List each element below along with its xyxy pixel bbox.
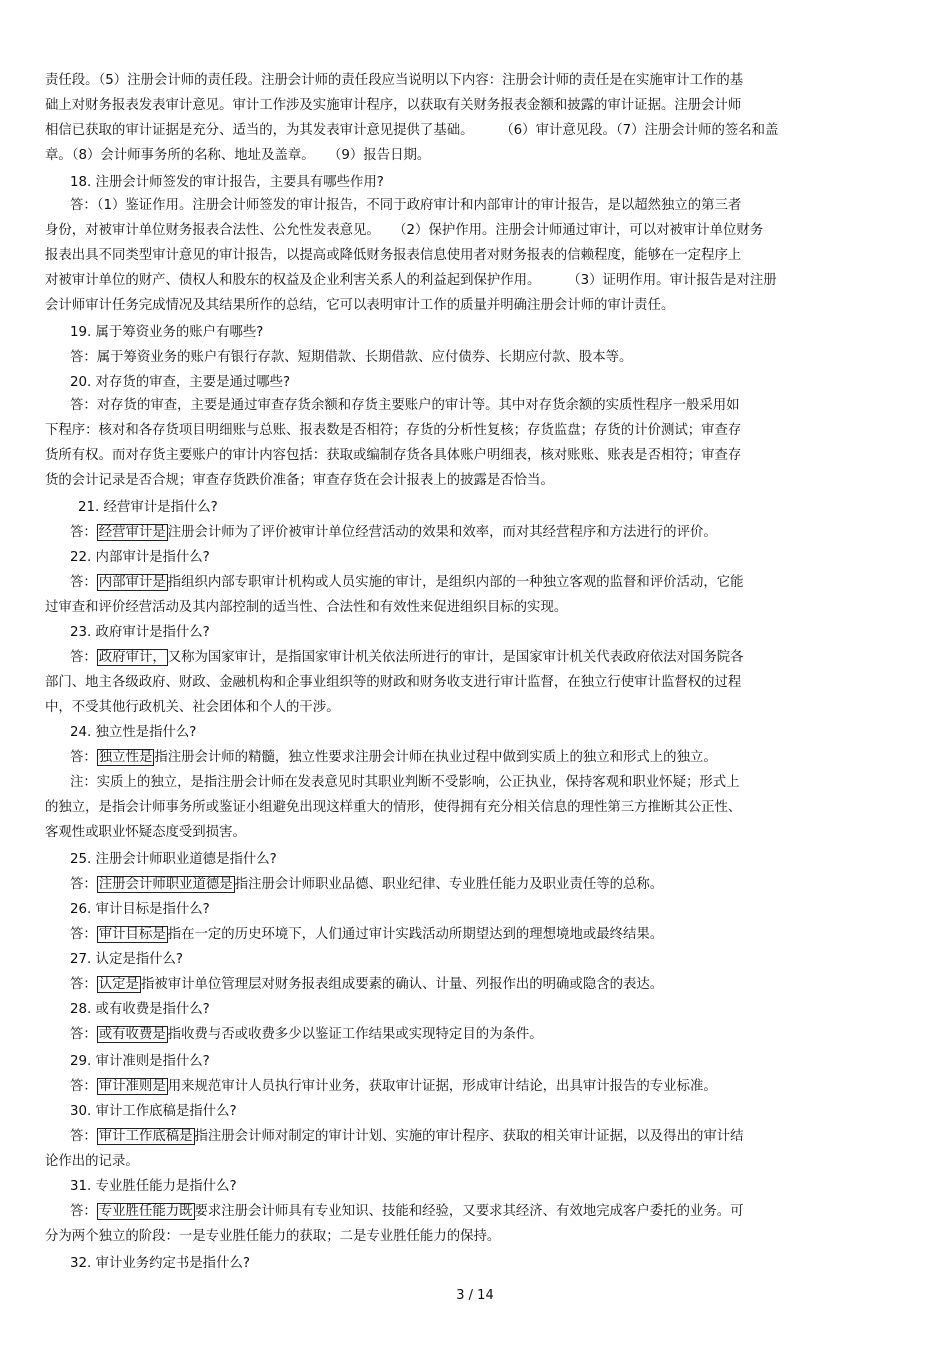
text-line: 中，不受其他行政机关、社会团体和个人的干涉。 bbox=[45, 700, 340, 715]
answer-line bbox=[70, 876, 663, 894]
answer-line bbox=[70, 649, 744, 667]
boxed-term: 审计准则是 bbox=[98, 1079, 166, 1094]
text-line: 客观性或职业怀疑态度受到损害。 bbox=[45, 825, 246, 840]
answer-prefix: 答： bbox=[70, 877, 97, 892]
text-line: 会计师审计任务完成情况及其结果所作的总结，它可以表明审计工作的质量并明确注册会计师的审计责任。 bbox=[45, 298, 675, 313]
text-line: 部门、地主各级政府、财政、金融机构和企事业组织等的财政和财务收支进行审计监督，在独立行使审计监督权的过程 bbox=[45, 675, 742, 690]
text-line: 对被审计单位的财产、债权人和股东的权益及企业利害关系人的利益起到保护作用。 （3）证明作用。审计报告是对注册 bbox=[45, 273, 777, 288]
text-line: 答：属于筹资业务的账户有银行存款、短期借款、长期借款、应付债券、长期应付款、股本等。 bbox=[70, 350, 633, 365]
text-line: 答：对存货的审查，主要是通过审查存货余额和存货主要账户的审计等。其中对存货余额的实质性程序一般采用如 bbox=[70, 398, 740, 413]
text-line: 18. 注册会计师签发的审计报告，主要具有哪些作用? bbox=[70, 175, 384, 190]
answer-text: 注册会计师为了评价被审计单位经营活动的效果和效率，而对其经营程序和方法进行的评价。 bbox=[167, 525, 717, 540]
answer-text: 指被审计单位管理层对财务报表组成要素的确认、计量、列报作出的明确或隐含的表达。 bbox=[140, 977, 664, 992]
answer-line bbox=[70, 1203, 744, 1221]
text-line: 的独立，是指会计师事务所或鉴证小组避免出现这样重大的情形，使得拥有充分相关信息的理性第三方推断其公正性、 bbox=[45, 800, 742, 815]
answer-prefix: 答： bbox=[70, 575, 97, 590]
text-line: 货的会计记录是否合规；审查存货跌价准备；审查存货在会计报表上的披露是否恰当。 bbox=[45, 473, 554, 488]
text-line: 章。（8）会计师事务所的名称、地址及盖章。 （9）报告日期。 bbox=[45, 148, 431, 163]
answer-prefix: 答： bbox=[70, 750, 97, 765]
answer-prefix: 答： bbox=[70, 1129, 97, 1144]
answer-text: 用来规范审计人员执行审计业务，获取审计证据，形成审计结论，出具审计报告的专业标准。 bbox=[167, 1079, 717, 1094]
answer-text: 指注册会计师职业品德、职业纪律、专业胜任能力及职业责任等的总称。 bbox=[234, 877, 664, 892]
answer-line bbox=[70, 926, 663, 944]
boxed-term: 经营审计是 bbox=[98, 525, 166, 540]
answer-text: 要求注册会计师具有专业知识、技能和经验，又要求其经济、有效地完成客户委托的业务。可 bbox=[194, 1204, 744, 1219]
answer-text: 指收费与否或收费多少以鉴证工作结果或实现特定目的为条件。 bbox=[167, 1027, 543, 1042]
answer-line bbox=[70, 574, 744, 592]
boxed-term: 专业胜任能力既 bbox=[98, 1204, 193, 1219]
answer-text: 指注册会计师的精髓，独立性要求注册会计师在执业过程中做到实质上的独立和形式上的独立。 bbox=[154, 750, 717, 765]
boxed-term: 审计目标是 bbox=[98, 927, 166, 942]
boxed-term: 审计工作底稿是 bbox=[98, 1129, 193, 1144]
text-line: 31. 专业胜任能力是指什么? bbox=[70, 1179, 237, 1194]
answer-prefix: 答： bbox=[70, 525, 97, 540]
text-line: 报表出具不同类型审计意见的审计报告，以提高或降低财务报表信息使用者对财务报表的信赖程度，能够在一定程序上 bbox=[45, 248, 742, 263]
boxed-term: 内部审计是 bbox=[98, 575, 166, 590]
text-line: 下程序：核对和各存货项目明细账与总账、报表数是否相符；存货的分析性复核；存货监盘；存货的计价测试；审查存 bbox=[45, 423, 742, 438]
answer-line bbox=[70, 1128, 744, 1146]
answer-line bbox=[70, 524, 717, 542]
text-line: 20. 对存货的审查，主要是通过哪些? bbox=[70, 375, 291, 390]
boxed-term: 政府审计， bbox=[98, 650, 166, 665]
boxed-term: 或有收费是 bbox=[98, 1027, 166, 1042]
text-line: 过审查和评价经营活动及其内部控制的适当性、合法性和有效性来促进组织目标的实现。 bbox=[45, 600, 568, 615]
answer-line bbox=[70, 1026, 543, 1044]
page-number: 3 / 14 bbox=[456, 1288, 494, 1303]
text-line: 22. 内部审计是指什么? bbox=[70, 550, 210, 565]
answer-prefix: 答： bbox=[70, 1079, 97, 1094]
text-line: 26. 审计目标是指什么? bbox=[70, 902, 210, 917]
answer-text: 指组织内部专职审计机构或人员实施的审计，是组织内部的一种独立客观的监督和评价活动，它能 bbox=[167, 575, 744, 590]
text-line: 27. 认定是指什么? bbox=[70, 952, 184, 967]
text-line: 注：实质上的独立，是指注册会计师在发表意见时其职业判断不受影响，公正执业，保持客观和职业怀疑；形式上 bbox=[70, 775, 740, 790]
boxed-term: 注册会计师职业道德是 bbox=[98, 877, 233, 892]
text-line: 础上对财务报表发表审计意见。审计工作涉及实施审计程序，以获取有关财务报表金额和披露的审计证据。注册会计师 bbox=[45, 98, 742, 113]
answer-prefix: 答： bbox=[70, 1204, 97, 1219]
text-line: 28. 或有收费是指什么? bbox=[70, 1002, 210, 1017]
answer-prefix: 答： bbox=[70, 1027, 97, 1042]
boxed-term: 独立性是 bbox=[98, 750, 153, 765]
text-line: 29. 审计准则是指什么? bbox=[70, 1054, 210, 1069]
answer-prefix: 答： bbox=[70, 977, 97, 992]
text-line: 21. 经营审计是指什么? bbox=[78, 500, 218, 515]
answer-text: 又称为国家审计，是指国家审计机关依法所进行的审计，是国家审计机关代表政府依法对国务院各 bbox=[167, 650, 744, 665]
answer-text: 指在一定的历史环境下，人们通过审计实践活动所期望达到的理想境地或最终结果。 bbox=[167, 927, 664, 942]
text-line: 货所有权。而对存货主要账户的审计内容包括：获取或编制存货各具体账户明细表，核对账账、账表是否相符；审查存 bbox=[45, 448, 742, 463]
answer-prefix: 答： bbox=[70, 650, 97, 665]
answer-line bbox=[70, 749, 717, 767]
text-line: 25. 注册会计师职业道德是指什么? bbox=[70, 852, 277, 867]
text-line: 身份，对被审计单位财务报表合法性、公允性发表意见。 （2）保护作用。注册会计师通过审计，可以对被审计单位财务 bbox=[45, 223, 764, 238]
text-line: 分为两个独立的阶段：一是专业胜任能力的获取；二是专业胜任能力的保持。 bbox=[45, 1229, 501, 1244]
boxed-term: 认定是 bbox=[98, 977, 139, 992]
text-line: 答：（1）鉴证作用。注册会计师签发的审计报告，不同于政府审计和内部审计的审计报告，是以超然独立的第三者 bbox=[70, 198, 742, 213]
answer-text: 指注册会计师对制定的审计计划、实施的审计程序、获取的相关审计证据，以及得出的审计结 bbox=[194, 1129, 744, 1144]
text-line: 相信已获取的审计证据是充分、适当的，为其发表审计意见提供了基础。 （6）审计意见段。（7）注册会计师的签名和盖 bbox=[45, 123, 779, 138]
answer-prefix: 答： bbox=[70, 927, 97, 942]
text-line: 论作出的记录。 bbox=[45, 1154, 139, 1169]
text-line: 责任段。（5）注册会计师的责任段。注册会计师的责任段应当说明以下内容：注册会计师的责任是在实施审计工作的基 bbox=[45, 73, 744, 88]
text-line: 32. 审计业务约定书是指什么? bbox=[70, 1256, 250, 1271]
text-line: 24. 独立性是指什么? bbox=[70, 725, 197, 740]
answer-line bbox=[70, 1078, 717, 1096]
text-line: 19. 属于筹资业务的账户有哪些? bbox=[70, 325, 264, 340]
text-line: 23. 政府审计是指什么? bbox=[70, 625, 210, 640]
text-line: 30. 审计工作底稿是指什么? bbox=[70, 1104, 237, 1119]
answer-line bbox=[70, 976, 663, 994]
